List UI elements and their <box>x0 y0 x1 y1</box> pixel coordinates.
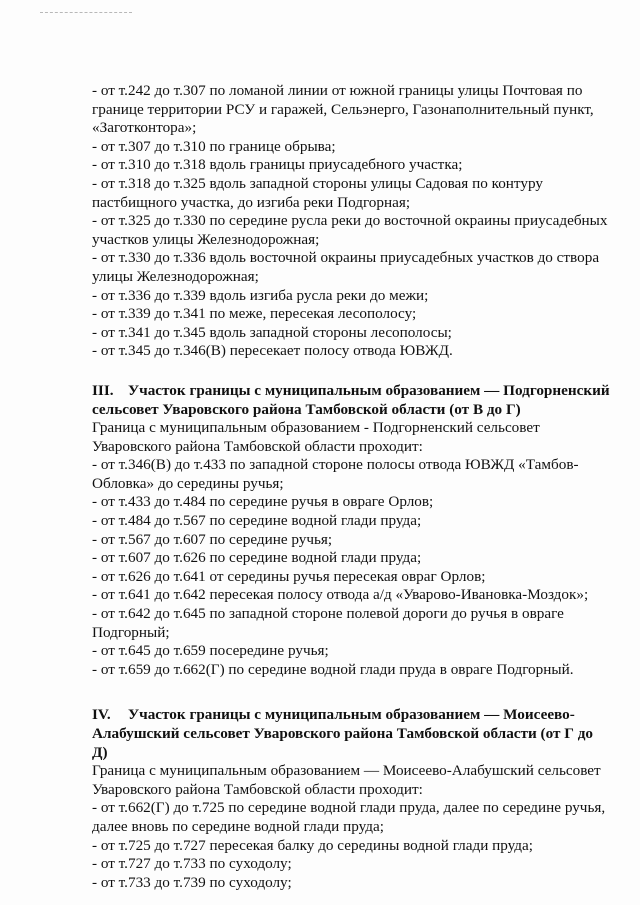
text-line: - от т.659 до т.662(Г) по середине водной глади пруда в овраге Подгорный. <box>92 660 574 678</box>
text-line: - от т.433 до т.484 по середине ручья в овраге Орлов; <box>92 493 434 511</box>
text-line: Обловка» до середины ручья; <box>92 474 284 492</box>
text-line: границе территории РСУ и гаражей, Сельэнерго, Газонаполнительный пункт, <box>92 100 594 118</box>
section3 <box>92 382 622 680</box>
text-line: Граница с муниципальным образованием - Подгорненский сельсовет <box>92 419 540 437</box>
text-line: - от т.339 до т.341 по меже, пересекая лесополосу; <box>92 305 417 323</box>
section-number: IV. <box>92 706 111 724</box>
text-line: - от т.641 до т.642 пересекая полосу отвода а/д «Уварово-Ивановка-Моздок»; <box>92 586 589 604</box>
text-line: участков улицы Железнодорожная; <box>92 230 320 248</box>
section2-list <box>92 82 622 361</box>
section4 <box>92 706 622 892</box>
section-number: III. <box>92 381 114 399</box>
text-line: - от т.727 до т.733 по суходолу; <box>92 855 292 873</box>
text-line: пастбищного участка, до изгиба реки Подгорная; <box>92 193 411 211</box>
text-line: - от т.341 до т.345 вдоль западной стороны лесополосы; <box>92 323 452 341</box>
text-line: Уваровского района Тамбовской области проходит: <box>92 780 423 798</box>
text-line: - от т.725 до т.727 пересекая балку до середины водной глади пруда; <box>92 836 533 854</box>
section-heading-cont: Алабушский сельсовет Уваровского района Тамбовской области (от Г до <box>92 725 593 742</box>
text-line: улицы Железнодорожная; <box>92 267 259 285</box>
text-line: - от т.645 до т.659 посередине ручья; <box>92 642 329 660</box>
text-line: - от т.307 до т.310 по границе обрыва; <box>92 137 336 155</box>
text-line: - от т.607 до т.626 по середине водной глади пруда; <box>92 549 422 567</box>
text-line: - от т.662(Г) до т.725 по середине водной глади пруда, далее по середине ручья, <box>92 799 606 817</box>
text-line: - от т.626 до т.641 от середины ручья пересекая овраг Орлов; <box>92 567 486 585</box>
text-line: - от т.242 до т.307 по ломаной линии от южной границы улицы Почтовая по <box>92 82 583 99</box>
text-line: Граница с муниципальным образованием — Моисеево-Алабушский сельсовет <box>92 762 601 780</box>
scan-header-mark <box>40 12 132 14</box>
text-line: - от т.330 до т.336 вдоль восточной окраины приусадебных участков до створа <box>92 249 600 267</box>
text-line: - от т.318 до т.325 вдоль западной стороны улицы Садовая по контуру <box>92 174 543 192</box>
text-line: «Заготконтора»; <box>92 119 197 137</box>
text-line: Уваровского района Тамбовской области проходит: <box>92 437 423 455</box>
text-line: - от т.733 до т.739 по суходолу; <box>92 873 292 891</box>
text-line: - от т.642 до т.645 по западной стороне полевой дороги до ручья в овраге <box>92 605 564 623</box>
section-heading <box>92 706 622 725</box>
section-heading <box>92 382 622 401</box>
section-heading-cont: сельсовет Уваровского района Тамбовской области (от В до Г) <box>92 400 521 418</box>
text-line: - от т.567 до т.607 по середине ручья; <box>92 530 333 548</box>
text-line: - от т.346(В) до т.433 по западной стороне полосы отвода ЮВЖД «Тамбов- <box>92 456 579 474</box>
text-line: - от т.310 до т.318 вдоль границы приусадебного участка; <box>92 156 463 174</box>
text-line: далее вновь по середине водной глади пруда; <box>92 817 384 835</box>
section-heading-text: Участок границы с муниципальным образованием — Подгорненский <box>128 381 610 399</box>
text-line: - от т.484 до т.567 по середине водной глади пруда; <box>92 512 422 530</box>
section-heading-text: Участок границы с муниципальным образованием — Моисеево- <box>128 706 575 724</box>
text-line: - от т.325 до т.330 по середине русла реки до восточной окраины приусадебных <box>92 212 608 230</box>
text-line: Подгорный; <box>92 623 170 641</box>
section-heading-cont: Д) <box>92 743 108 761</box>
text-line: - от т.345 до т.346(В) пересекает полосу отвода ЮВЖД. <box>92 342 453 360</box>
document-body <box>92 82 622 892</box>
text-line: - от т.336 до т.339 вдоль изгиба русла реки до межи; <box>92 286 429 304</box>
